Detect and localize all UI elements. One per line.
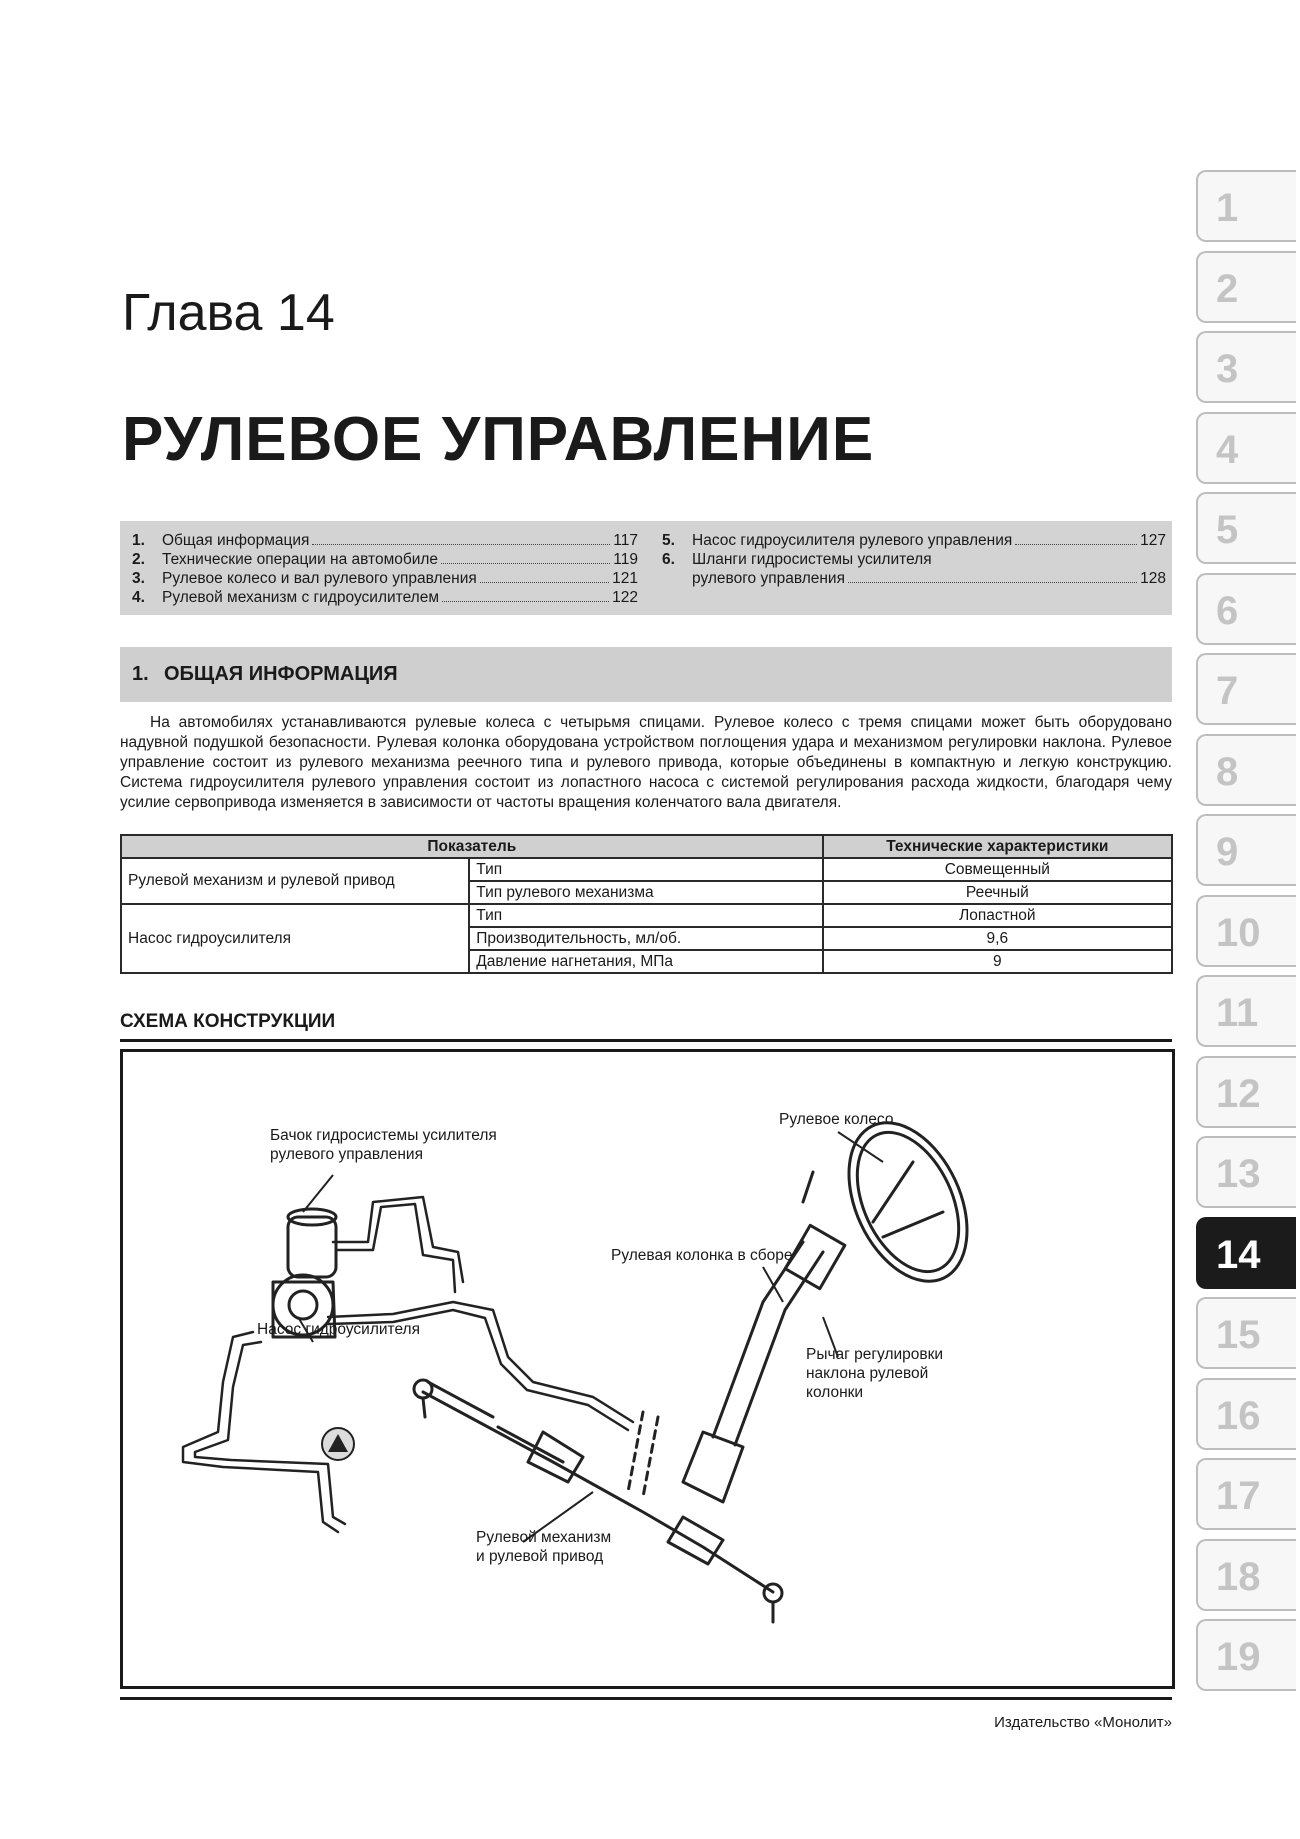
toc-item-number: 5. bbox=[662, 532, 675, 549]
toc-item-page: 121 bbox=[612, 570, 638, 587]
table-cell-value: Лопастной bbox=[823, 904, 1172, 927]
toc-item[interactable] bbox=[132, 569, 638, 588]
chapter-tab-10[interactable]: 10 bbox=[1196, 895, 1296, 967]
toc-leader bbox=[441, 563, 610, 564]
table-cell-value: Совмещенный bbox=[823, 858, 1172, 881]
section-title: ОБЩАЯ ИНФОРМАЦИЯ bbox=[164, 663, 398, 685]
toc-item-title: Рулевое колесо и вал рулевого управления bbox=[162, 570, 477, 587]
toc-leader bbox=[848, 582, 1137, 583]
callout-gear-line2: и рулевой привод bbox=[476, 1548, 604, 1565]
steering-diagram bbox=[120, 1049, 1175, 1689]
table-cell-param: Тип bbox=[469, 904, 822, 927]
chapter-tab-11[interactable]: 11 bbox=[1196, 975, 1296, 1047]
chapter-title: РУЛЕВОЕ УПРАВЛЕНИЕ bbox=[122, 405, 875, 474]
callout-reservoir bbox=[270, 1126, 497, 1164]
toc-item[interactable] bbox=[132, 531, 638, 550]
callout-wheel: Рулевое колесо bbox=[779, 1111, 894, 1128]
chapter-tab-8[interactable]: 8 bbox=[1196, 734, 1296, 806]
callout-reservoir-line1: Бачок гидросистемы усилителя bbox=[270, 1127, 497, 1144]
toc-item-title: Общая информация bbox=[162, 532, 310, 549]
toc-leader bbox=[442, 601, 609, 602]
toc-item[interactable] bbox=[662, 550, 1166, 569]
callout-pump: Насос гидроусилителя bbox=[257, 1321, 420, 1338]
table-cell-value: 9,6 bbox=[823, 927, 1172, 950]
chapter-tab-16[interactable]: 16 bbox=[1196, 1378, 1296, 1450]
intro-paragraph: На автомобилях устанавливаются рулевые колеса с четырьмя спицами. Рулевое колесо с тремя спицами может быть оборудовано надувной подушкой безопасности. Рулевая колонка оборудована устройством поглощения удара и механизмом регулировки наклона. Рулевое управление состоит из рулевого механизма реечного типа и рулевого привода, которые объединены в компактную и легкую конструкцию. Система гидроусилителя рулевого управления состоит из лопастного насоса с системой регулирования расхода жидкости, благодаря чему усилие сервопривода изменяется в зависимости от частоты вращения коленчатого вала двигателя. bbox=[120, 714, 1172, 811]
toc-item-page: 119 bbox=[613, 551, 638, 568]
publisher-name: Издательство «Монолит» bbox=[994, 1714, 1172, 1731]
scheme-heading: СХЕМА КОНСТРУКЦИИ bbox=[120, 1011, 1172, 1042]
chapter-tab-2[interactable]: 2 bbox=[1196, 251, 1296, 323]
table-header-param: Показатель bbox=[121, 835, 823, 858]
chapter-tab-13[interactable]: 13 bbox=[1196, 1136, 1296, 1208]
toc-item[interactable] bbox=[662, 531, 1166, 550]
table-cell-param: Давление нагнетания, МПа bbox=[469, 950, 822, 973]
chapter-label: Глава 14 bbox=[122, 284, 335, 342]
toc-item-title: рулевого управления bbox=[692, 570, 845, 587]
steering-wheel-icon bbox=[825, 1104, 990, 1300]
callout-tilt-lever-line1: Рычаг регулировки bbox=[806, 1346, 944, 1363]
callout-gear bbox=[476, 1528, 611, 1566]
steering-column-icon bbox=[683, 1172, 845, 1502]
toc-item-number: 1. bbox=[132, 532, 145, 549]
chapter-tab-6[interactable]: 6 bbox=[1196, 573, 1296, 645]
chapter-tab-1[interactable]: 1 bbox=[1196, 170, 1296, 242]
table-row bbox=[121, 904, 1172, 927]
intermediate-shaft-icon bbox=[628, 1412, 658, 1497]
table-cell-param: Тип рулевого механизма bbox=[469, 881, 822, 904]
toc-column-right bbox=[662, 531, 1166, 588]
chapter-tab-9[interactable]: 9 bbox=[1196, 814, 1296, 886]
toc-item-page: 128 bbox=[1140, 570, 1166, 587]
table-cell-value: 9 bbox=[823, 950, 1172, 973]
table-header-spec: Технические характеристики bbox=[823, 835, 1172, 858]
reservoir-icon bbox=[288, 1209, 336, 1277]
toc-item-title: Рулевой механизм с гидроусилителем bbox=[162, 589, 439, 606]
callout-column: Рулевая колонка в сборе bbox=[611, 1247, 793, 1264]
intro-paragraph-block bbox=[120, 713, 1172, 813]
toc-item-page: 117 bbox=[613, 532, 638, 549]
toc-item-number: 6. bbox=[662, 551, 675, 568]
publisher-logo-icon bbox=[322, 1428, 354, 1460]
chapter-tab-14[interactable]: 14 bbox=[1196, 1217, 1296, 1289]
table-cell-value: Реечный bbox=[823, 881, 1172, 904]
callout-tilt-lever-line3: колонки bbox=[806, 1384, 864, 1401]
chapter-tab-18[interactable]: 18 bbox=[1196, 1539, 1296, 1611]
toc-item[interactable] bbox=[132, 550, 638, 569]
chapter-tab-12[interactable]: 12 bbox=[1196, 1056, 1296, 1128]
toc-leader bbox=[480, 582, 609, 583]
toc-leader bbox=[1015, 544, 1137, 545]
callout-reservoir-line2: рулевого управления bbox=[270, 1146, 423, 1163]
toc-item-number: 2. bbox=[132, 551, 145, 568]
callout-tilt-lever-line2: наклона рулевой bbox=[806, 1365, 929, 1382]
toc-item-page: 127 bbox=[1140, 532, 1166, 549]
chapter-tab-19[interactable]: 19 bbox=[1196, 1619, 1296, 1691]
toc-item-continuation[interactable] bbox=[662, 569, 1166, 588]
chapter-tab-15[interactable]: 15 bbox=[1196, 1297, 1296, 1369]
section-heading bbox=[120, 647, 1172, 702]
table-group-name: Насос гидроусилителя bbox=[121, 904, 469, 973]
section-number: 1. bbox=[132, 663, 149, 685]
table-row bbox=[121, 858, 1172, 881]
toc-item-page: 122 bbox=[612, 589, 638, 606]
chapter-tab-3[interactable]: 3 bbox=[1196, 331, 1296, 403]
toc-item-title: Шланги гидросистемы усилителя bbox=[692, 551, 932, 568]
footer-rule bbox=[120, 1697, 1172, 1700]
toc-leader bbox=[312, 544, 610, 545]
chapter-tab-7[interactable]: 7 bbox=[1196, 653, 1296, 725]
toc-item-title: Насос гидроусилителя рулевого управления bbox=[692, 532, 1013, 549]
toc-item-number: 3. bbox=[132, 570, 145, 587]
table-header-row bbox=[121, 835, 1172, 858]
table-of-contents bbox=[120, 521, 1172, 615]
chapter-tab-4[interactable]: 4 bbox=[1196, 412, 1296, 484]
callout-gear-line1: Рулевой механизм bbox=[476, 1529, 612, 1546]
spec-table bbox=[120, 834, 1173, 974]
chapter-tab-17[interactable]: 17 bbox=[1196, 1458, 1296, 1530]
table-cell-param: Производительность, мл/об. bbox=[469, 927, 822, 950]
steering-gear-icon bbox=[414, 1380, 782, 1622]
chapter-tab-5[interactable]: 5 bbox=[1196, 492, 1296, 564]
callout-tilt-lever bbox=[806, 1345, 943, 1402]
toc-item-title: Технические операции на автомобиле bbox=[162, 551, 439, 568]
toc-column-left bbox=[132, 531, 638, 607]
toc-item[interactable] bbox=[132, 588, 638, 607]
toc-item-number: 4. bbox=[132, 589, 145, 606]
table-cell-param: Тип bbox=[469, 858, 822, 881]
table-group-name: Рулевой механизм и рулевой привод bbox=[121, 858, 469, 904]
